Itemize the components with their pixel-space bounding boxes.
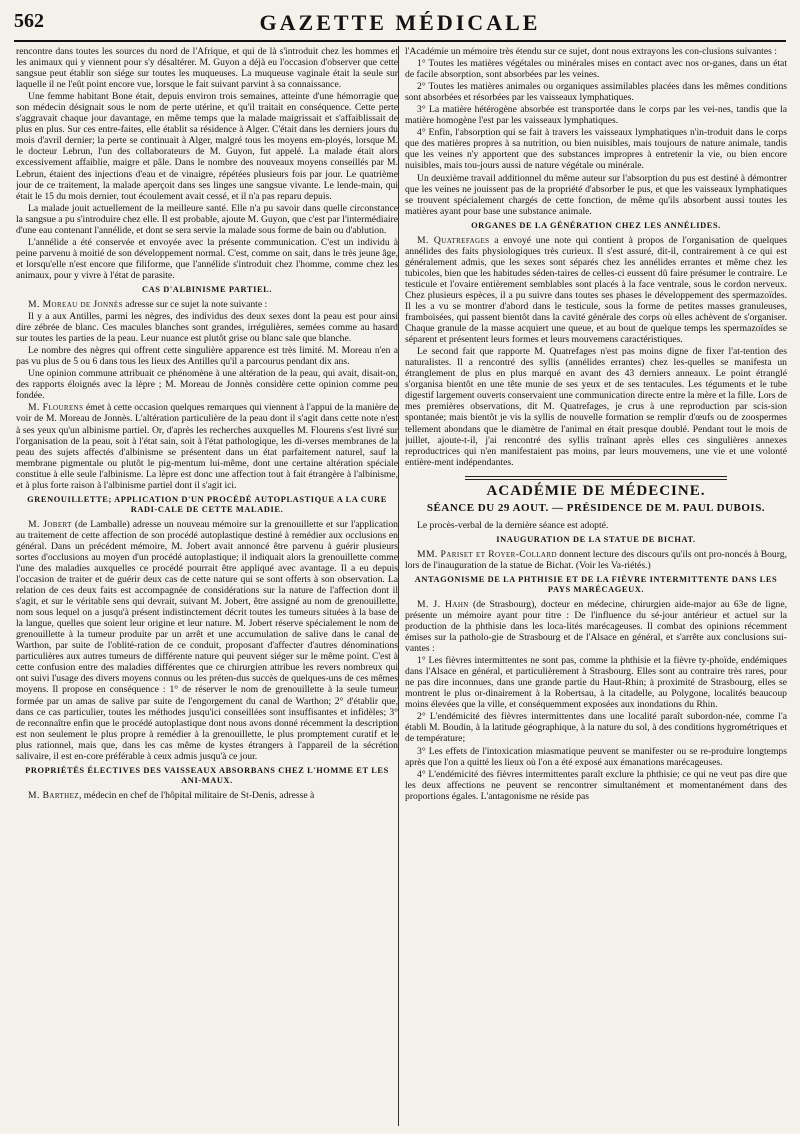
paragraph-text: émet à cette occasion quelques remarques qui viennent à l'appui de la manière de voir de M. Moreau de Jonnès. L'altération particulière de la peau dont il s'agit dans cette note n'est à ses yeux qu'un albinisme partiel. Or, d'après les recherches auxquelles M. Flourens s'est livré sur l'organisation de la peau, soit à l'état sain, soit à l'état pathologique, les di-verses membranes de la peau des sujets affectés d'albinisme se présentent dans un état parfaitement naturel, sauf la membrane pigmentale ou plutôt le pig-mentum lui-même, dont une certaine altération spéciale constitue à elle seule l'albinisme. La lèpre est donc une affection tout à fait étrangère à l'albinisme, et à plus forte raison à l'albinisme partiel dont il s'agit ici. bbox=[16, 402, 398, 491]
paragraph-text: , médecin en chef de l'hôpital militaire de St-Denis, adresse à bbox=[78, 789, 315, 801]
paragraph: rencontre dans toutes les sources du nord de l'Afrique, et qui de là s'introduit chez les hommes et les animaux qui y viennent pour s'y désaltérer. M. Guyon a déjà eu l'occasion d'observer que cette sangsue peut établir son siége sur toutes les muqueuses. La muqueuse vaginale était la seule sur laquelle il ne l'eût point encore vue, lorsque le fait suivant parvint à sa connaissance. bbox=[16, 46, 398, 91]
right-column bbox=[405, 46, 787, 1126]
section-rule bbox=[465, 476, 727, 480]
author-name: MM. Pariset et Royer-Collard bbox=[417, 548, 557, 560]
paragraph bbox=[16, 299, 398, 310]
author-name: M. J. Hahn bbox=[417, 598, 469, 610]
paragraph bbox=[405, 599, 787, 654]
conclusion-item: 4° Enfin, l'absorption qui se fait à travers les vaisseaux lymphatiques n'in-troduit dans le corps que des matières propres à sa nutrition, ou bien nuisibles, mais toujours de nature animale, tandis que les veines n'y apportent que des substances impropres à entretenir la vie, ou bien encore nuisibles, mais tou-jours aussi de nature végétale ou minérale. bbox=[405, 127, 787, 172]
section-heading-organes: ORGANES DE LA GÉNÉRATION CHEZ LES ANNÉLIDES. bbox=[471, 220, 721, 230]
section-heading-antagonisme: ANTAGONISME DE LA PHTHISIE ET DE LA FIÈVRE INTERMITTENTE DANS LES PAYS MARÉCAGEUX. bbox=[414, 574, 778, 594]
paragraph-text: (de Strasbourg), docteur en médecine, chirurgien aide-major au 63e de ligne, présente un mémoire ayant pour titre : De l'influence du sé-jour antérieur et actuel sur la production de la phthisie dans les loca-lités marécageuses. Il combat des opinions récemment émises sur la patholo-gie de Strasbourg et de l'Alsace en général, et s'arrête aux conclusions sui-vantes : bbox=[405, 598, 787, 655]
conclusion-item: 3° Les effets de l'intoxication miasmatique peuvent se manifester ou se re-produire longtemps après que l'on a quitté les lieux où l'on a été exposé aux émanations marécageuses. bbox=[405, 745, 787, 768]
page-number: 562 bbox=[14, 10, 44, 32]
paragraph: La malade jouit actuellement de la meilleure santé. Elle n'a pu savoir dans quelle circonstance la sangsue a pu s'introduire chez elle. Il est probable, ajoute M. Guyon, que c'est par l'intermédiaire d'une eau contenant l'annélide, et dont se sera servie la malade sous forme de bain ou d'ablution. bbox=[16, 202, 398, 236]
conclusion-item: 2° Toutes les matières animales ou organiques assimilables placées dans les mêmes conditions sont absorbées et résorbées par les vaisseaux lymphatiques. bbox=[405, 81, 787, 104]
author-name: M. Quatrefages bbox=[417, 234, 490, 246]
conclusion-item: 2° L'endémicité des fièvres intermittentes dans une localité paraît subordon-née, comme l'a établi M. Boudin, à la latitude géographique, à la nature du sol, à des conditions hygrométriques et de température; bbox=[405, 711, 787, 745]
author-name: M. Moreau de Jonnès bbox=[28, 298, 123, 310]
section-heading-proprietes: PROPRIÉTÉS ÉLECTIVES DES VAISSEAUX ABSORBANS CHEZ L'HOMME ET LES ANI-MAUX. bbox=[25, 765, 389, 785]
author-name: M. Jobert bbox=[28, 518, 72, 530]
conclusion-item: 1° Les fièvres intermittentes ne sont pas, comme la phthisie et la fièvre ty-phoïde, endémiques dans l'Alsace en général, et particulièrement à Strasbourg. Elles sont au contraire très rares, pour ne pas dire inconnues, dans une grande partie du Haut-Rhin; à proximité de Strasbourg, elles se montrent le plus or-dinairement à la Robertsau, à la citadelle, au Polygone, localités beaucoup moins élevées que la ville, et conséquemment exposées aux inondations du Rhin. bbox=[405, 655, 787, 711]
paragraph: Une femme habitant Bone était, depuis environ trois semaines, atteinte d'une hémorragie que son médecin désignait sous le nom de perte utérine, et qu'il traitait en conséquence. Cette perte s'aggravait chaque jour davantage, en même temps que la malade maigrissait et s'affaiblissait de plus en plus. Sur ces entre-faites, elle établit sa résidence à Alger. C'était dans les derniers jours du mois d'avril dernier; la perte se continuait à Alger, malgré tous les moyens em-ployés, lorsque M. le docteur Lebrun, l'un des collaborateurs de M. Guyon, fut appelé. La malade était alors excessivement affaiblie, maigre et pâle. Dans le nombre des nouveaux moyens conseillés par M. Lebrun, étaient des injections d'eau et de vinaigre, répétées plusieurs fois par jour. Le quatrième jour de ce traitement, la malade aperçoit dans ses linges une sangsue vivante. Le lende-main, qui était le 15 du mois dernier, tout écoulement avait cessé, et il n'a pas reparu depuis. bbox=[16, 91, 398, 202]
conclusion-item: 4° L'endémicité des fièvres intermittentes paraît exclure la phthisie; ce qui ne veut pas dire que les deux affections ne peuvent se rencontrer simultanément et momentanément dans des proportions égales. L'antagonisme ne réside pas bbox=[405, 768, 787, 802]
paragraph-text: donnent lecture des discours qu'ils ont pro-noncés à Bourg, lors de l'inauguration de la statue de Bichat. (Voir les Va-riétés.) bbox=[405, 548, 787, 571]
paragraph bbox=[405, 235, 787, 345]
section-heading-grenouillette: GRENOUILLETTE; APPLICATION D'UN PROCÉDÉ AUTOPLASTIQUE A LA CURE RADI-CALE DE CETTE MALADIE. bbox=[27, 494, 387, 514]
paragraph: Le nombre des nègres qui offrent cette singulière apparence est très limité. M. Moreau n'en a pas vu plus de 5 ou 6 dans tous les lieux des Antilles qu'il a parcourus pendant dix ans. bbox=[16, 345, 398, 368]
left-column bbox=[16, 46, 398, 1126]
paragraph: Le procès-verbal de la dernière séance est adopté. bbox=[417, 519, 609, 531]
paragraph bbox=[405, 549, 787, 571]
author-name: M. Barthez bbox=[28, 789, 79, 801]
journal-title: GAZETTE MÉDICALE bbox=[259, 10, 541, 35]
paragraph bbox=[16, 519, 398, 762]
paragraph-text: adresse sur ce sujet la note suivante : bbox=[122, 298, 268, 310]
paragraph bbox=[16, 402, 398, 490]
paragraph: Le second fait que rapporte M. Quatrefages n'est pas moins digne de fixer l'at-tention des naturalistes. Il a rencontré des syllis (annélides errantes) chez les-quelles se manifesta un étranglement de plus en plus marqué en avant des 43 derniers anneaux. Le point étranglé s'organisa bientôt en une tête munie de ses yeux et de ses tentacules. Les téguments et le tube digestif largement ouverts conservaient une communication directe entre la mère et la fille. Lors de mes premières observations, dit M. Quatrefages, je crus à une reproduction par scis-sion spontanée; mais bientôt je vis la syllis de nouvelle formation se remplir d'œufs ou de zoospermes tellement abondans que le diamètre de l'animal en était presque doublé. Pendant tout le mois de juillet, ajoute-t-il, j'ai rencontré des syllis traînant après elles ces singulières annexes reproductrices qui n'en manifestaient pas moins, par leurs mouvemens, une vie et une volonté entière-ment indépendantes. bbox=[405, 346, 787, 468]
seance-heading: SÉANCE DU 29 AOUT. — PRÉSIDENCE DE M. PAUL DUBOIS. bbox=[426, 501, 766, 514]
paragraph-text: (de Lamballe) adresse un nouveau mémoire sur la grenouillette et sur l'application au traitement de cette affection de son procédé autoplastique destiné à remédier aux occlusions en général. Dans un précédent mémoire, M. Jobert avait annoncé être parvenu à guérir plusieurs sortes d'occlusions au moyen d'un procédé autoplastique; il indiquait alors la grenouillette comme l'une des maladies auxquelles ce procédé pourrait être appliqué avec avantage. Il a eu depuis l'occasion de traiter et de guérir deux cas de cette nature qui se sont offerts à son observation. La relation de ces deux faits est accompagnée de considérations sur la nature de l'affection dont il s'agit, et sur le véritable sens qui devrait, suivant M. Jobert, être assigné au nom de grenouillette, nom sous lequel on a jusqu'à présent indistinctement décrit toutes les tumeurs situées à la base de la langue, quelles que soient leur origine et leur nature. M. Jobert réserve spécialement le nom de grenouillette à la tumeur produite par un arrêt et une accumulation de salive dans le canal de Warthon, par suite de l'oblité-ration de ce conduit, proposant d'affecter d'autres dénominations particulières aux autres tumeurs de différente nature qui peuvent siéger sur le même point. C'est à cette confusion entre des maladies différentes que ce chirurgien attribue les revers nombreux qui ont suivi l'usage des divers moyens connus ou les préten-dus succès de quelques-uns de ces mêmes moyens. Il propose en conséquence : 1° de réserver le nom de grenouillette à la seule tumeur formée par un amas de salive par suite de l'engorgement du canal de Warthon; 2° d'établir que, dans ce cas particulier, toutes les méthodes jusqu'ici conseillées sont insuffisantes et infidèles; 3° de reconnaître enfin que le procédé autoplastique dont nous avons donné récemment la description est non seulement le plus propre à remédier à la grenouillette, le plus promptement curatif et le plus rationnel, mais que, dans les cas même de kystes étrangers à l'appareil de la sécrétion salivaire, il est en-core préférable à ceux admis jusqu'à ce jour. bbox=[16, 518, 398, 762]
paragraph: L'annélide a été conservée et envoyée avec la présente communication. C'est un individu à peine parvenu à moitié de son développement normal. C'est, comme on sait, dans le très jeune âge, et lorsqu'elle n'est encore que filiforme, que l'annélide s'introduit chez l'homme, comme chez les animaux, pour y vivre à l'état de parasite. bbox=[16, 236, 398, 281]
paragraph-text: a envoyé une note qui contient à propos de l'organisation de quelques annélides des faits physiologiques très curieux. Il s'est assuré, dit-il, contrairement à ce qui est généralement admis, que les sexes sont séparés chez les annélides errantes et même chez les tubicoles, bien que les habitudes séden-taires de celles-ci eussent dû faire présumer le contraire. Le testicule et l'ovaire entièrement semblables sont placés à la face ventrale, sous le cordon nerveux. Chez plusieurs espèces, il a pu suivre dans toutes ses phases le développement des spermazoïdes. Il les a vu se montrer d'abord dans le testicule, sous la forme de petites masses granuleuses, framboisées, qui passent bientôt dans la cavité générale des corps où elles achèvent de s'organiser. Chaque granule de la masse acquiert une queue, et au bout de quelque temps les spermazoïdes se séparent et présentent leurs formes et leurs mouvemens caractéristiques. bbox=[405, 234, 787, 346]
paragraph: l'Académie un mémoire très étendu sur ce sujet, dont nous extrayons les con-clusions suivantes : bbox=[405, 46, 777, 57]
conclusion-item: 3° La matière hétérogène absorbée est transportée dans le corps par les vei-nes, tandis que la matière homogène l'est par les vaisseaux lymphatiques. bbox=[405, 104, 787, 127]
author-name: M. Flourens bbox=[28, 402, 84, 414]
column-divider bbox=[398, 46, 399, 1126]
section-heading-bichat: INAUGURATION DE LA STATUE DE BICHAT. bbox=[496, 534, 696, 544]
paragraph bbox=[16, 790, 398, 801]
section-heading-albinisme: CAS D'ALBINISME PARTIEL. bbox=[141, 284, 273, 294]
paragraph: Un deuxième travail additionnel du même auteur sur l'absorption du pus est destiné à démontrer que les veines ne jouissent pas de la propriété d'absorber le pus, et que les vaisseaux lymphatiques se trouvent spécialement chargés de cette fonction, de même qu'ils absorbent aussi toutes les matières ayant pour base une substance animale. bbox=[405, 172, 787, 217]
page-header bbox=[14, 6, 786, 36]
paragraph: Une opinion commune attribuait ce phénomène à une altération de la peau, qui avait, disait-on, des rapports éloignés avec la lèpre ; M. Moreau de Jonnès considère cette opinion comme peu fondée. bbox=[16, 368, 398, 402]
conclusion-item: 1° Toutes les matières végétales ou minérales mises en contact avec nos or-ganes, dans un état de facile absorption, sont absorbées par les veines. bbox=[405, 58, 787, 81]
academy-heading: ACADÉMIE DE MÉDECINE. bbox=[486, 482, 706, 499]
header-rule bbox=[14, 40, 786, 42]
paragraph: Il y a aux Antilles, parmi les nègres, des individus des deux sexes dont la peau est pour ainsi dire zébrée de blanc. Ces macules blanches sont grandes, irrégulières, semées comme au hasard sur toutes les parties de la peau. Leur nuance est plutôt grise ou blanc sale que blanche. bbox=[16, 311, 398, 345]
